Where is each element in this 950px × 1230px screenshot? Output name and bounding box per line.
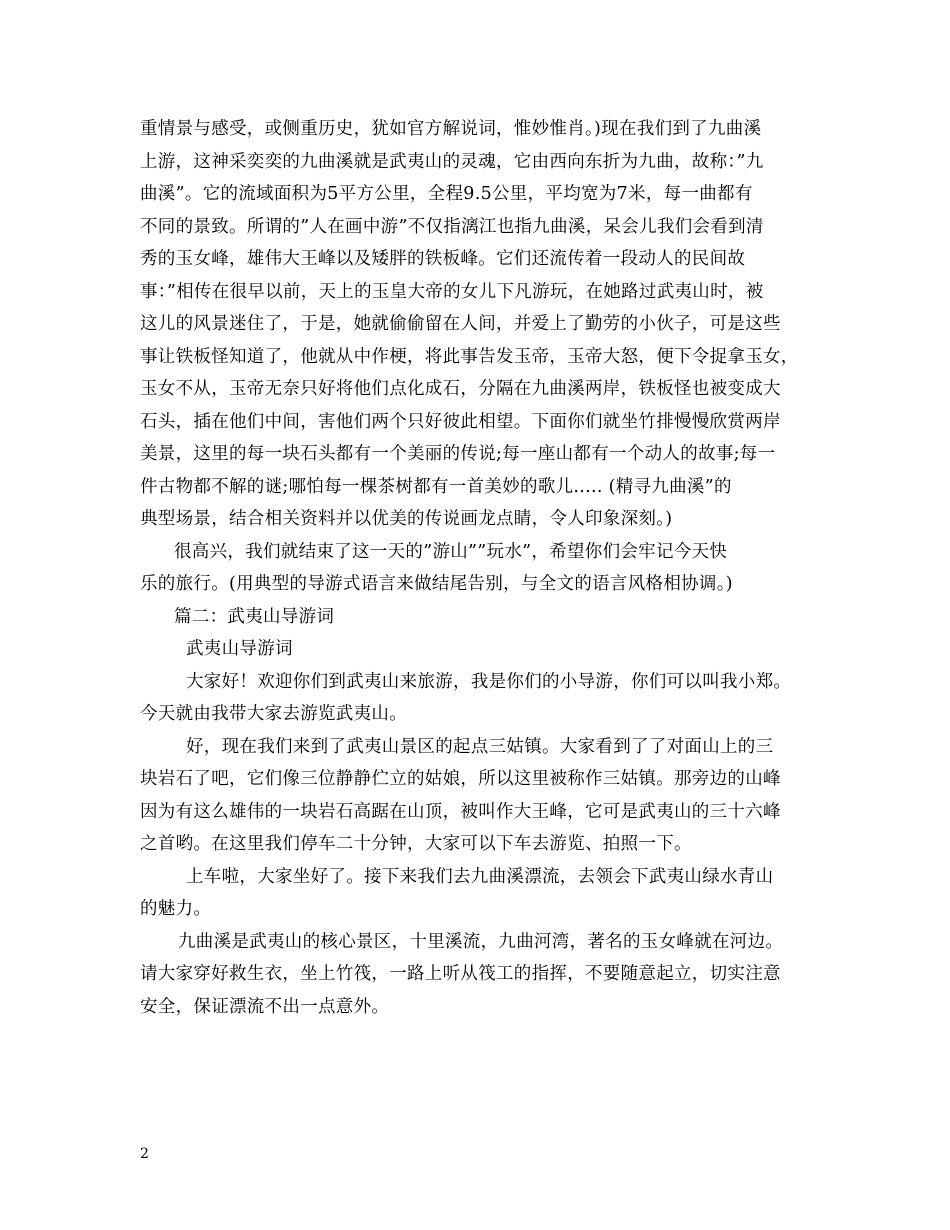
paragraph-line: 九曲溪是武夷山的核心景区，十里溪流，九曲河湾，著名的玉女峰就在河边。 — [178, 931, 784, 952]
text-line: 美景，这里的每一块石头都有一个美丽的传说;每一座山都有一个动人的故事;每一 — [140, 444, 776, 464]
text-line: 之首哟。在这里我们停车二十分钟，大家可以下车去游览、拍照一下。 — [140, 834, 692, 854]
text-line: 这儿的风景迷住了，于是，她就偷偷留在人间，并爱上了勤劳的小伙子，可是这些 — [140, 314, 781, 334]
paragraph-line: 上车啦，大家坐好了。接下来我们去九曲溪漂流，去领会下武夷山绿水青山 — [186, 866, 774, 887]
paragraph-line: 好，现在我们来到了武夷山景区的起点三姑镇。大家看到了了对面山上的三 — [186, 736, 774, 757]
text-line: 秀的玉女峰，雄伟大王峰以及矮胖的铁板峰。它们还流传着一段动人的民间故 — [140, 249, 746, 269]
paragraph-line: 大家好！欢迎你们到武夷山来旅游，我是你们的小导游，你们可以叫我小郑。 — [186, 671, 792, 692]
text-line: 上游，这神采奕奕的九曲溪就是武夷山的灵魂，它由西向东折为九曲，故称：”九 — [140, 151, 764, 172]
body-text — [140, 113, 830, 1023]
text-line: 的魅力。 — [140, 899, 212, 919]
text-line: 事让铁板怪知道了，他就从中作梗，将此事告发玉帝，玉帝大怒，便下令捉拿玉女， — [140, 346, 799, 367]
page-number: 2 — [140, 1146, 149, 1162]
text-line: 今天就由我带大家去游览武夷山。 — [140, 704, 407, 724]
text-line: 件古物都不解的谜;哪怕每一棵茶树都有一首美妙的歌儿..... (精寻九曲溪”的 — [140, 476, 732, 497]
text-line: 不同的景致。所谓的”人在画中游”不仅指漓江也指九曲溪，呆会儿我们会看到清 — [140, 216, 764, 237]
text-line: 曲溪”。它的流域面积为5平方公里，全程9.5公里，平均宽为7米，每一曲都有 — [140, 184, 753, 204]
text-line: 玉女不从，玉帝无奈只好将他们点化成石，分隔在九曲溪两岸，铁板怪也被变成大 — [140, 379, 781, 399]
text-line: 石头，插在他们中间，害他们两个只好彼此相望。下面你们就坐竹排慢慢欣赏两岸 — [140, 411, 781, 432]
text-line: 块岩石了吧，它们像三位静静伫立的姑娘，所以这里被称作三姑镇。那旁边的山峰 — [140, 769, 781, 789]
text-line: 乐的旅行。(用典型的导游式语言来做结尾告别，与全文的语言风格相协调。) — [140, 574, 733, 594]
paragraph-line: 很高兴，我们就结束了这一天的”游山””玩水”，希望你们会牢记今天快 — [174, 541, 728, 562]
text-line: 事：”相传在很早以前，天上的玉皇大帝的女儿下凡游玩，在她路过武夷山时，被 — [140, 281, 764, 302]
text-line: 典型场景，结合相关资料并以优美的传说画龙点睛，令人印象深刻。) — [140, 509, 673, 529]
text-line: 因为有这么雄伟的一块岩石高踞在山顶，被叫作大王峰，它可是武夷山的三十六峰 — [140, 801, 781, 822]
text-line: 重情景与感受，或侧重历史，犹如官方解说词，惟妙惟肖。)现在我们到了九曲溪 — [140, 119, 762, 139]
text-line: 请大家穿好救生衣，坐上竹筏，一路上听从筏工的指挥，不要随意起立，切实注意 — [140, 964, 781, 984]
text-line: 安全，保证漂流不出一点意外。 — [140, 996, 390, 1017]
section-heading: 篇二：武夷山导游词 — [174, 606, 335, 627]
article-title: 武夷山导游词 — [186, 639, 293, 659]
